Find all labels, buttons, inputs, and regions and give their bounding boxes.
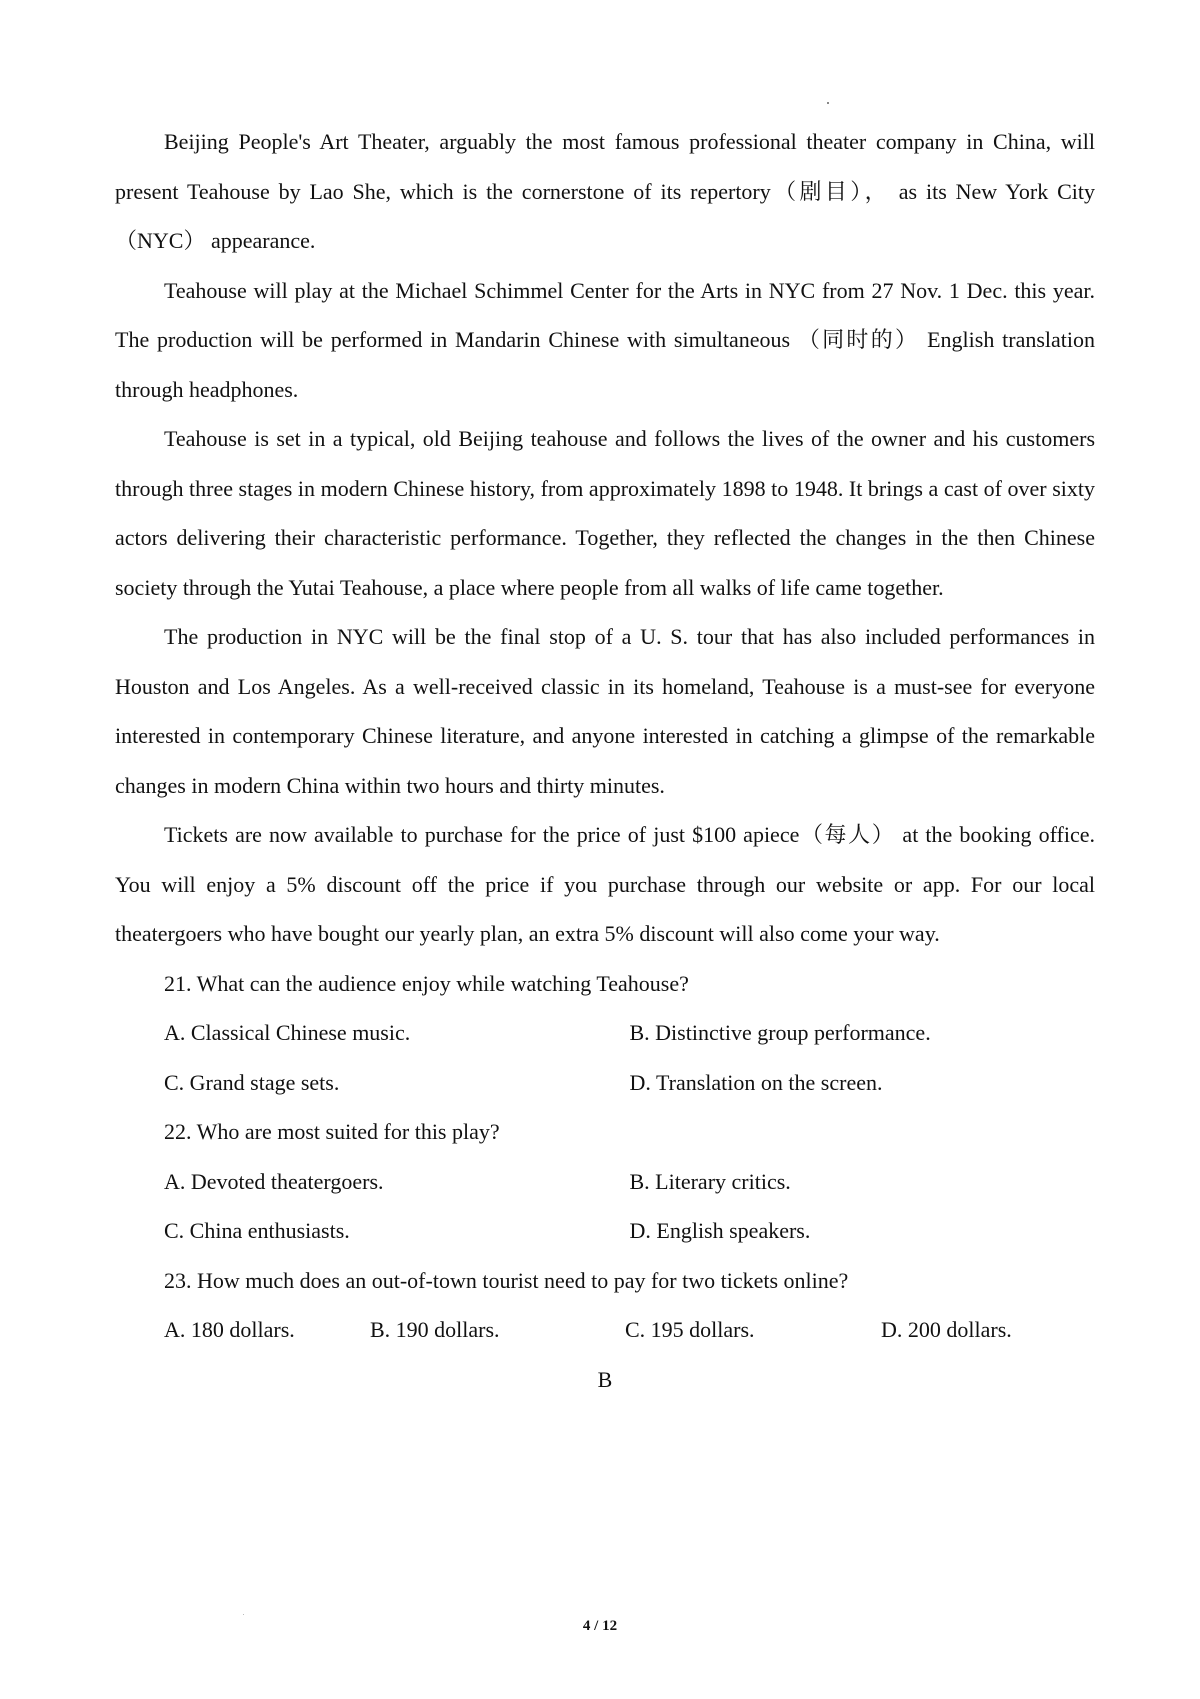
question-21-option-b: B. Distinctive group performance. (629, 1020, 931, 1045)
question-22-option-d: D. English speakers. (629, 1218, 811, 1243)
question-23-option-a: A. 180 dollars. (164, 1317, 295, 1342)
question-23-option-d: D. 200 dollars. (881, 1317, 1012, 1342)
question-22-option-a: A. Devoted theatergoers. (164, 1168, 384, 1194)
page-number: 4 / 12 (582, 1618, 618, 1634)
question-23-option-c: C. 195 dollars. (625, 1317, 755, 1342)
question-21-options-row-2 (115, 1058, 1095, 1108)
question-21-option-d: D. Translation on the screen. (629, 1069, 883, 1095)
question-22-option-b: B. Literary critics. (629, 1168, 791, 1194)
question-23-options-row (115, 1305, 1095, 1355)
speck-mark (827, 102, 829, 104)
passage-body (115, 117, 1095, 1404)
question-22-stem: 22. Who are most suited for this play? (164, 1119, 500, 1144)
section-b-heading: B (597, 1366, 613, 1392)
question-21-option-a: A. Classical Chinese music. (164, 1020, 411, 1045)
paragraph-3: Teahouse is set in a typical, old Beijing teahouse and follows the lives of the owner and his customers through three stages in modern Chinese history, from approximately 1898 to 1948. It brings a cast of over sixty actors delivering their characteristic performance. Together, they reflected the changes in the then Chinese society through the Yutai Teahouse, a place where people from all walks of life came together. (115, 426, 1095, 600)
question-22-options-row-1 (115, 1157, 1095, 1207)
question-23-stem: 23. How much does an out-of-town tourist need to pay for two tickets online? (164, 1267, 849, 1293)
paragraph-2: Teahouse will play at the Michael Schimmel Center for the Arts in NYC from 27 Nov. 1 Dec. this year. The production will be performed in Mandarin Chinese with simultaneous （同时的） English translation through headphones. (115, 277, 1095, 402)
question-21-options-row-1 (115, 1008, 1095, 1058)
question-23-option-b: B. 190 dollars. (370, 1317, 500, 1342)
paragraph-1: Beijing People's Art Theater, arguably the most famous professional theater company in China, will present Teahouse by Lao She, which is the cornerstone of its repertory（剧目）， as its New York City（NYC） appearance. (115, 129, 1095, 253)
paragraph-4: The production in NYC will be the final stop of a U. S. tour that has also included performances in Houston and Los Angeles. As a well-received classic in its homeland, Teahouse is a must-see for everyone interested in contemporary Chinese literature, and anyone interested in catching a glimpse of the remarkable changes in modern China within two hours and thirty minutes. (115, 624, 1095, 798)
speck-mark (243, 1614, 244, 1615)
paragraph-5: Tickets are now available to purchase for the price of just $100 apiece（每人） at the booking office. You will enjoy a 5% discount off the price if you purchase through our website or app. For our local theatergoers who have bought our yearly plan, an extra 5% discount will also come your way. (115, 822, 1095, 946)
question-22-option-c: C. China enthusiasts. (164, 1218, 350, 1243)
question-21-stem: 21. What can the audience enjoy while watching Teahouse? (164, 970, 689, 996)
question-22-options-row-2 (115, 1206, 1095, 1256)
question-21-option-c: C. Grand stage sets. (164, 1069, 340, 1095)
